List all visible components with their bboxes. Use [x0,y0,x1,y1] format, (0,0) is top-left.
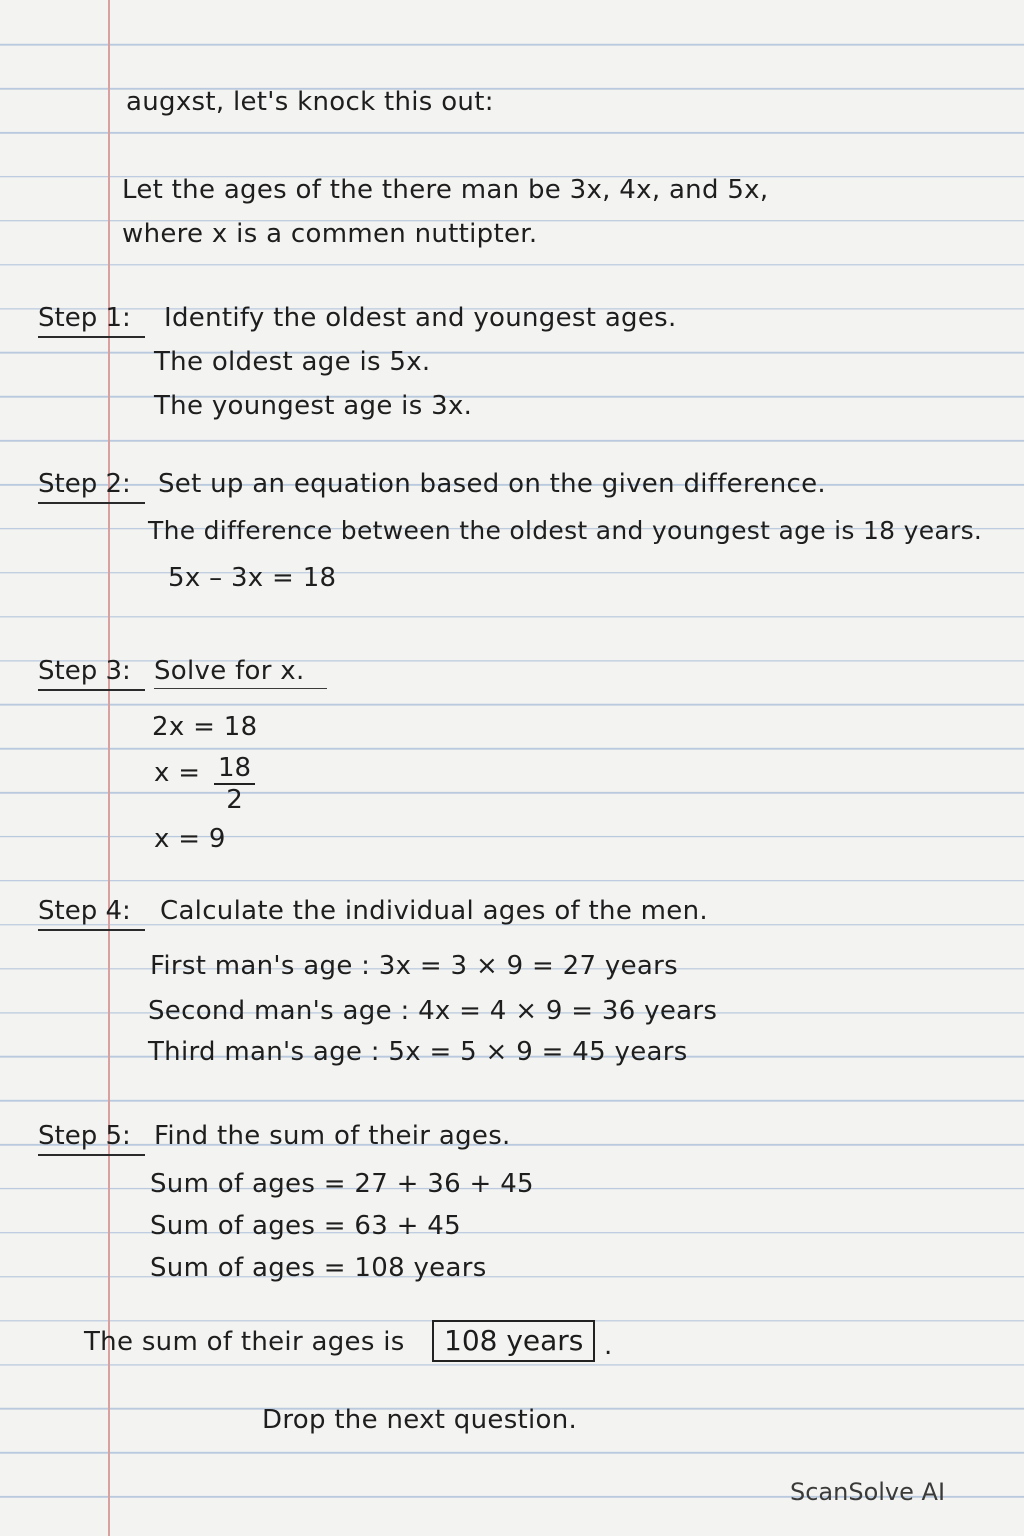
step-2-line-1: The difference between the oldest and youngest age is 18 years. [148,516,983,545]
step-5-title: Find the sum of their ages. [154,1121,511,1151]
fraction-numerator: 18 [214,753,255,785]
step-3-line-2: x = [154,758,201,788]
step-5-line-3: Sum of ages = 108 years [150,1253,487,1283]
brand-watermark: ScanSolve AI [790,1478,946,1506]
conclusion-text: The sum of their ages is [84,1327,405,1357]
step-4-line-3: Third man's age : 5x = 5 × 9 = 45 years [148,1037,688,1067]
step-4-label: Step 4: [38,895,145,931]
step-1-line-1: The oldest age is 5x. [154,347,431,377]
step-4-title: Calculate the individual ages of the men. [160,896,708,926]
step-5-label: Step 5: [38,1120,145,1156]
step-3-label: Step 3: [38,655,145,691]
step-2-label: Step 2: [38,468,145,504]
step-5-line-1: Sum of ages = 27 + 36 + 45 [150,1169,534,1199]
closing-line: Drop the next question. [262,1405,578,1435]
step-3-line-3: x = 9 [154,824,226,854]
fraction-denominator: 2 [226,785,243,815]
answer-box: 108 years [432,1320,595,1362]
step-3-fraction [214,753,255,815]
step-1-line-2: The youngest age is 3x. [154,391,473,421]
conclusion-period: . [604,1331,613,1361]
intro-line-2: where x is a commen nuttipter. [122,219,538,249]
step-4-line-2: Second man's age : 4x = 4 × 9 = 36 years [148,996,718,1026]
step-1-title: Identify the oldest and youngest ages. [164,303,677,333]
step-1-label: Step 1: [38,302,145,338]
step-5-line-2: Sum of ages = 63 + 45 [150,1211,461,1241]
step-3-title: Solve for x. [154,655,327,689]
step-3-line-1: 2x = 18 [152,712,258,742]
margin-line [108,0,110,1536]
step-2-title: Set up an equation based on the given difference. [158,469,826,499]
greeting: augxst, let's knock this out: [126,87,494,117]
intro-line-1: Let the ages of the there man be 3x, 4x, and 5x, [122,175,769,205]
step-2-equation: 5x – 3x = 18 [168,563,337,593]
step-4-line-1: First man's age : 3x = 3 × 9 = 27 years [150,951,678,981]
